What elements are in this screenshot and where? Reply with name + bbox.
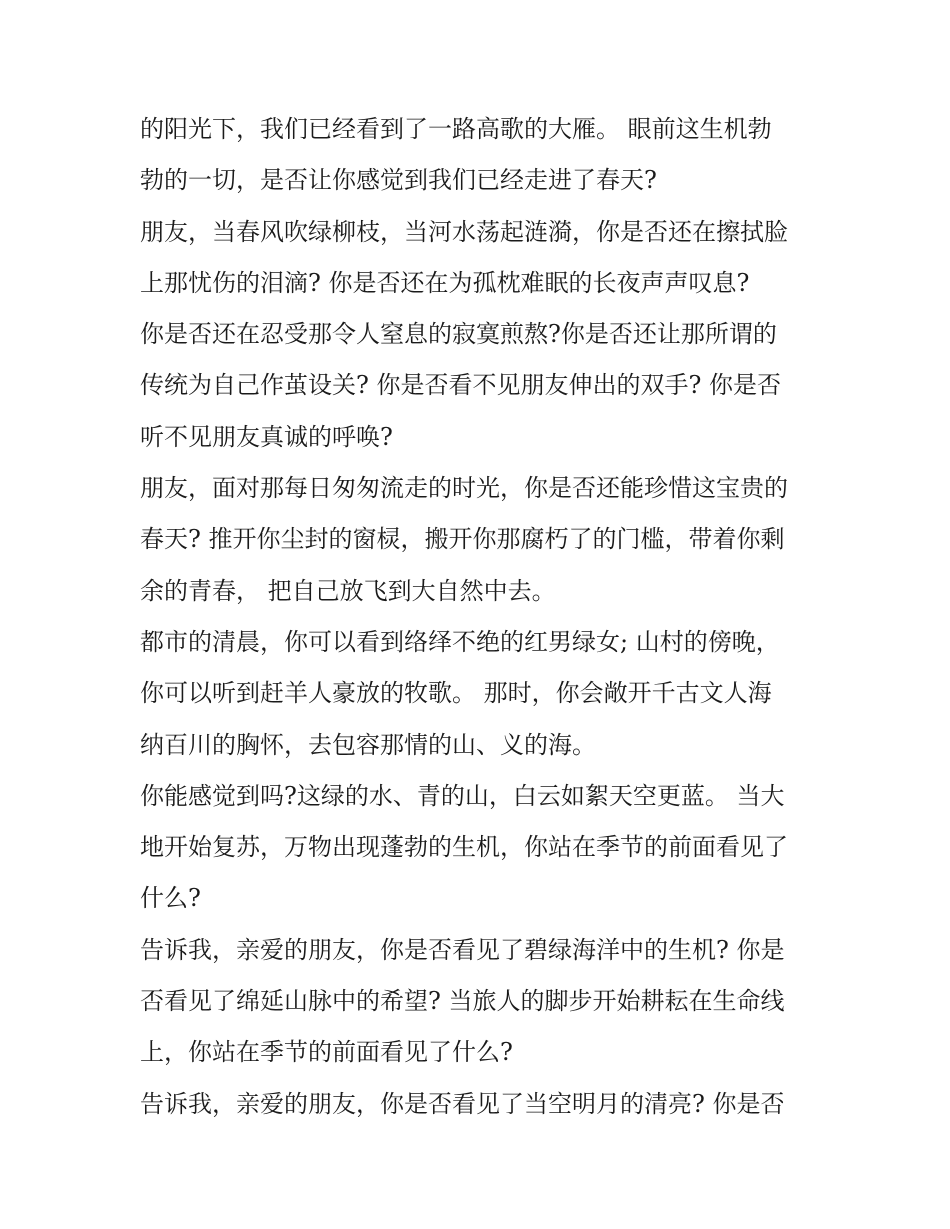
text-line: 告诉我，亲爱的朋友，你是否看见了碧绿海洋中的生机? 你是 [140, 935, 785, 964]
text-line: 传统为自己作茧设关? 你是否看不见朋友伸出的双手? 你是否 [140, 371, 781, 400]
text-line: 上，你站在季节的前面看见了什么? [140, 1038, 513, 1067]
text-line: 勃的一切，是否让你感觉到我们已经走进了春天? [140, 166, 657, 195]
text-line: 春天? 推开你尘封的窗棂，搬开你那腐朽了的门槛，带着你剩 [140, 525, 785, 554]
text-line: 纳百川的胸怀，去包容那情的山、义的海。 [140, 730, 596, 759]
text-line: 的阳光下，我们已经看到了一路高歌的大雁。 眼前这生机勃 [140, 115, 772, 143]
text-line: 什么? [140, 884, 201, 913]
document-text [140, 104, 820, 1130]
text-line: 地开始复苏，万物出现蓬勃的生机，你站在季节的前面看见了 [140, 833, 788, 862]
text-line: 上那忧伤的泪滴? 你是否还在为孤枕难眠的长夜声声叹息? [140, 268, 750, 297]
text-line: 朋友，面对那每日匆匆流走的时光，你是否还能珍惜这宝贵的 [140, 474, 788, 503]
text-line: 余的青春， 把自己放飞到大自然中去。 [140, 576, 556, 605]
text-line: 都市的清晨，你可以看到络绎不绝的红男绿女; 山村的傍晚， [140, 627, 780, 656]
text-line: 否看见了绵延山脉中的希望? 当旅人的脚步开始耕耘在生命线 [140, 987, 785, 1016]
text-line: 你是否还在忍受那令人窒息的寂寞煎熬?你是否还让那所谓的 [140, 320, 777, 349]
text-line: 听不见朋友真诚的呼唤? [140, 422, 393, 451]
text-line: 告诉我，亲爱的朋友，你是否看见了当空明月的清亮? 你是否 [140, 1089, 785, 1118]
text-line: 你能感觉到吗?这绿的水、青的山，白云如絮天空更蓝。 当大 [140, 781, 785, 810]
text-line: 朋友，当春风吹绿柳枝，当河水荡起涟漪，你是否还在擦拭脸 [140, 217, 788, 246]
text-line: 你可以听到赶羊人豪放的牧歌。 那时，你会敞开千古文人海 [140, 679, 772, 708]
